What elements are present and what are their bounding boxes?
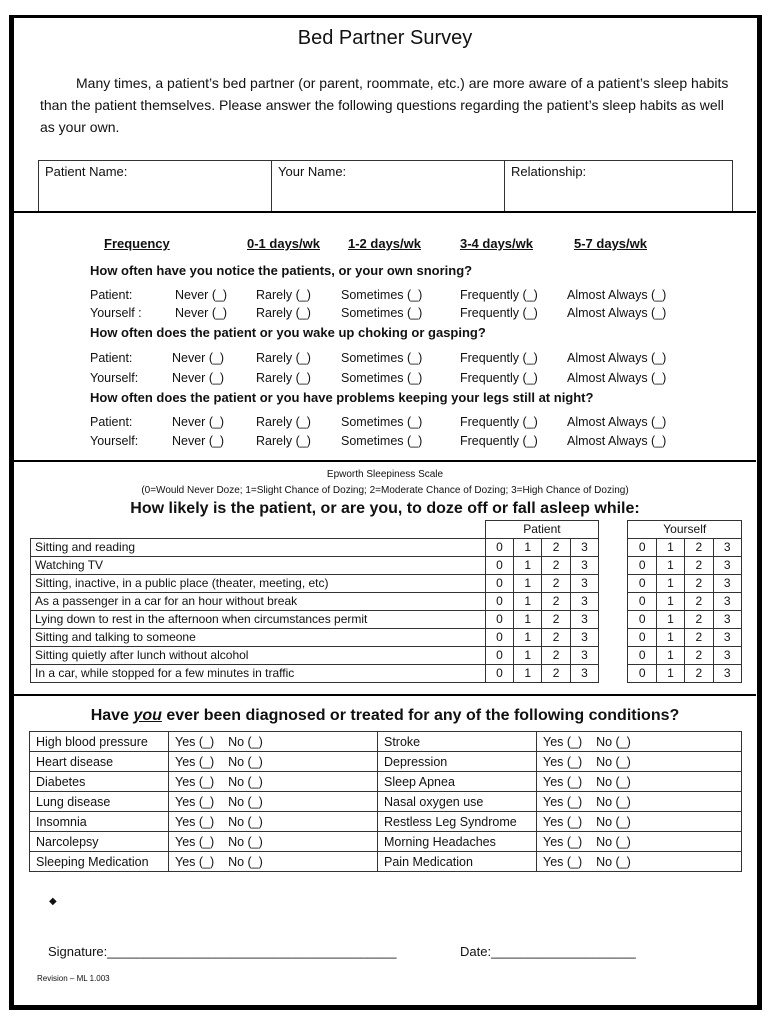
option-sometimes[interactable]: Sometimes (_) (341, 288, 423, 302)
option-almost-always[interactable]: Almost Always (_) (567, 371, 667, 385)
epworth-item: Watching TV (31, 557, 486, 575)
score-1[interactable]: 1 (514, 665, 542, 683)
epworth-item: Sitting and talking to someone (31, 629, 486, 647)
score-1[interactable]: 1 (656, 557, 684, 575)
epworth-legend: (0=Would Never Doze; 1=Slight Chance of Dozing; 2=Moderate Chance of Dozing; 3=High Chance of Dozing) (141, 485, 629, 496)
score-0[interactable]: 0 (485, 575, 513, 593)
yes-no-choice[interactable]: Yes (_) No (_) (537, 752, 742, 772)
table-row (31, 575, 742, 593)
row-label: Patient: (90, 351, 133, 365)
table-row (30, 772, 742, 792)
score-3[interactable]: 3 (713, 629, 741, 647)
epworth-item: Sitting, inactive, in a public place (theater, meeting, etc) (31, 575, 486, 593)
score-3[interactable]: 3 (570, 593, 598, 611)
yes-no-choice[interactable]: Yes (_) No (_) (537, 832, 742, 852)
score-1[interactable]: 1 (514, 593, 542, 611)
intro-paragraph: Many times, a patient’s bed partner (or parent, roommate, etc.) are more aware of a patient’s sleep habits than the patient themselves. Please answer the following questions regarding the patient’s sleep habits as well as your own. (40, 75, 729, 135)
score-1[interactable]: 1 (514, 575, 542, 593)
score-2[interactable]: 2 (685, 539, 713, 557)
score-1[interactable]: 1 (514, 647, 542, 665)
option-rarely[interactable]: Rarely (_) (256, 351, 311, 365)
score-2[interactable]: 2 (685, 629, 713, 647)
yes-no-choice[interactable]: Yes (_) No (_) (169, 832, 378, 852)
epworth-heading: How likely is the patient, or are you, to doze off or fall asleep while: (130, 500, 640, 517)
score-3[interactable]: 3 (713, 539, 741, 557)
table-row (31, 665, 742, 683)
yes-no-choice[interactable]: Yes (_) No (_) (537, 852, 742, 872)
option-sometimes[interactable]: Sometimes (_) (341, 306, 423, 320)
score-1[interactable]: 1 (656, 665, 684, 683)
option-sometimes[interactable]: Sometimes (_) (341, 351, 423, 365)
score-2[interactable]: 2 (542, 647, 570, 665)
condition-label: Nasal oxygen use (378, 792, 537, 812)
condition-label: Sleeping Medication (30, 852, 169, 872)
condition-label: High blood pressure (30, 732, 169, 752)
condition-label: Lung disease (30, 792, 169, 812)
score-1[interactable]: 1 (656, 647, 684, 665)
score-3[interactable]: 3 (570, 575, 598, 593)
yes-no-choice[interactable]: Yes (_) No (_) (169, 852, 378, 872)
score-2[interactable]: 2 (542, 629, 570, 647)
score-2[interactable]: 2 (685, 593, 713, 611)
row-label: Patient: (90, 415, 133, 429)
option-rarely[interactable]: Rarely (_) (256, 371, 311, 385)
epworth-item: Lying down to rest in the afternoon when circumstances permit (31, 611, 486, 629)
score-3[interactable]: 3 (570, 539, 598, 557)
divider (14, 211, 756, 213)
page-title: Bed Partner Survey (297, 27, 473, 49)
score-2[interactable]: 2 (542, 557, 570, 575)
frequency-label: Frequency (104, 236, 170, 251)
score-0[interactable]: 0 (485, 539, 513, 557)
option-never[interactable]: Never (_) (172, 351, 225, 365)
yes-no-choice[interactable]: Yes (_) No (_) (169, 812, 378, 832)
option-frequently[interactable]: Frequently (_) (460, 288, 538, 302)
condition-label: Sleep Apnea (378, 772, 537, 792)
score-3[interactable]: 3 (570, 647, 598, 665)
condition-label: Insomnia (30, 812, 169, 832)
yourself-column-header: Yourself (628, 521, 742, 539)
table-row (31, 539, 742, 557)
table-row (31, 557, 742, 575)
epworth-item: As a passenger in a car for an hour without break (31, 593, 486, 611)
epworth-table (30, 520, 742, 683)
score-0[interactable]: 0 (628, 647, 656, 665)
condition-label: Pain Medication (378, 852, 537, 872)
score-3[interactable]: 3 (713, 665, 741, 683)
revision-label: Revision – ML 1.003 (37, 974, 110, 983)
score-1[interactable]: 1 (656, 611, 684, 629)
row-label: Patient: (90, 288, 133, 302)
conditions-table (29, 731, 742, 872)
score-0[interactable]: 0 (485, 593, 513, 611)
option-almost-always[interactable]: Almost Always (_) (567, 288, 667, 302)
option-frequently[interactable]: Frequently (_) (460, 371, 538, 385)
score-1[interactable]: 1 (514, 611, 542, 629)
yes-no-choice[interactable]: Yes (_) No (_) (169, 752, 378, 772)
question-snoring: How often have you notice the patients, or your own snoring? (90, 263, 473, 278)
table-row (30, 852, 742, 872)
patient-column-header: Patient (485, 521, 598, 539)
option-never[interactable]: Never (_) (172, 415, 225, 429)
score-2[interactable]: 2 (685, 557, 713, 575)
score-2[interactable]: 2 (685, 647, 713, 665)
score-1[interactable]: 1 (514, 539, 542, 557)
score-3[interactable]: 3 (570, 629, 598, 647)
table-row (30, 812, 742, 832)
score-0[interactable]: 0 (628, 593, 656, 611)
score-0[interactable]: 0 (628, 539, 656, 557)
option-rarely[interactable]: Rarely (_) (256, 415, 311, 429)
option-never[interactable]: Never (_) (172, 371, 225, 385)
epworth-item: Sitting and reading (31, 539, 486, 557)
option-rarely[interactable]: Rarely (_) (256, 434, 311, 448)
option-almost-always[interactable]: Almost Always (_) (567, 434, 667, 448)
option-almost-always[interactable]: Almost Always (_) (567, 306, 667, 320)
option-frequently[interactable]: Frequently (_) (460, 306, 538, 320)
option-never[interactable]: Never (_) (172, 434, 225, 448)
score-0[interactable]: 0 (485, 665, 513, 683)
bullet-icon: ◆ (49, 896, 57, 907)
score-3[interactable]: 3 (713, 611, 741, 629)
condition-label: Diabetes (30, 772, 169, 792)
score-3[interactable]: 3 (570, 557, 598, 575)
yes-no-choice[interactable]: Yes (_) No (_) (537, 812, 742, 832)
yes-no-choice[interactable]: Yes (_) No (_) (169, 792, 378, 812)
option-sometimes[interactable]: Sometimes (_) (341, 371, 423, 385)
score-3[interactable]: 3 (570, 611, 598, 629)
score-3[interactable]: 3 (713, 593, 741, 611)
question-legs: How often does the patient or you have problems keeping your legs still at night? (90, 390, 594, 405)
relationship-field[interactable]: Relationship: (505, 161, 733, 212)
table-row (31, 611, 742, 629)
row-label: Yourself: (90, 371, 139, 385)
frequency-3-4: 3-4 days/wk (460, 236, 533, 251)
score-1[interactable]: 1 (514, 557, 542, 575)
option-almost-always[interactable]: Almost Always (_) (567, 351, 667, 365)
table-row (31, 629, 742, 647)
yes-no-choice[interactable]: Yes (_) No (_) (169, 772, 378, 792)
row-label: Yourself : (90, 306, 142, 320)
option-rarely[interactable]: Rarely (_) (256, 306, 311, 320)
option-never[interactable]: Never (_) (175, 288, 228, 302)
patient-name-field[interactable]: Patient Name: (39, 161, 272, 212)
option-sometimes[interactable]: Sometimes (_) (341, 415, 423, 429)
table-row (31, 593, 742, 611)
score-1[interactable]: 1 (656, 629, 684, 647)
score-0[interactable]: 0 (485, 611, 513, 629)
condition-label: Stroke (378, 732, 537, 752)
score-0[interactable]: 0 (628, 557, 656, 575)
condition-label: Narcolepsy (30, 832, 169, 852)
score-0[interactable]: 0 (628, 611, 656, 629)
option-almost-always[interactable]: Almost Always (_) (567, 415, 667, 429)
table-row (31, 647, 742, 665)
option-frequently[interactable]: Frequently (_) (460, 351, 538, 365)
score-2[interactable]: 2 (685, 575, 713, 593)
option-never[interactable]: Never (_) (175, 306, 228, 320)
score-0[interactable]: 0 (628, 665, 656, 683)
yes-no-choice[interactable]: Yes (_) No (_) (169, 732, 378, 752)
epworth-item: Sitting quietly after lunch without alcohol (31, 647, 486, 665)
row-label: Yourself: (90, 434, 139, 448)
score-2[interactable]: 2 (542, 539, 570, 557)
condition-label: Depression (378, 752, 537, 772)
score-0[interactable]: 0 (485, 557, 513, 575)
score-1[interactable]: 1 (656, 593, 684, 611)
score-2[interactable]: 2 (685, 611, 713, 629)
score-2[interactable]: 2 (685, 665, 713, 683)
score-3[interactable]: 3 (570, 665, 598, 683)
option-rarely[interactable]: Rarely (_) (256, 288, 311, 302)
yes-no-choice[interactable]: Yes (_) No (_) (537, 792, 742, 812)
divider (14, 460, 756, 462)
frequency-5-7: 5-7 days/wk (574, 236, 647, 251)
score-1[interactable]: 1 (514, 629, 542, 647)
score-3[interactable]: 3 (713, 575, 741, 593)
option-frequently[interactable]: Frequently (_) (460, 415, 538, 429)
score-3[interactable]: 3 (713, 647, 741, 665)
epworth-item: In a car, while stopped for a few minutes in traffic (31, 665, 486, 683)
epworth-title: Epworth Sleepiness Scale (326, 469, 444, 480)
score-2[interactable]: 2 (542, 611, 570, 629)
score-0[interactable]: 0 (485, 629, 513, 647)
score-1[interactable]: 1 (656, 575, 684, 593)
score-2[interactable]: 2 (542, 665, 570, 683)
signature-line[interactable]: Signature:________________________________________ (48, 944, 397, 959)
score-2[interactable]: 2 (542, 593, 570, 611)
your-name-field[interactable]: Your Name: (272, 161, 505, 212)
score-1[interactable]: 1 (656, 539, 684, 557)
option-frequently[interactable]: Frequently (_) (460, 434, 538, 448)
frequency-0-1: 0-1 days/wk (247, 236, 320, 251)
option-sometimes[interactable]: Sometimes (_) (341, 434, 423, 448)
score-0[interactable]: 0 (628, 575, 656, 593)
condition-label: Morning Headaches (378, 832, 537, 852)
table-row (30, 732, 742, 752)
conditions-heading: Have you ever been diagnosed or treated for any of the following conditions? (90, 707, 680, 724)
condition-label: Heart disease (30, 752, 169, 772)
yes-no-choice[interactable]: Yes (_) No (_) (537, 732, 742, 752)
score-0[interactable]: 0 (485, 647, 513, 665)
divider (14, 694, 756, 696)
condition-label: Restless Leg Syndrome (378, 812, 537, 832)
yes-no-choice[interactable]: Yes (_) No (_) (537, 772, 742, 792)
score-2[interactable]: 2 (542, 575, 570, 593)
names-table (38, 160, 733, 212)
date-line[interactable]: Date:____________________ (460, 944, 636, 959)
table-row (30, 752, 742, 772)
table-row (30, 832, 742, 852)
frequency-1-2: 1-2 days/wk (348, 236, 421, 251)
question-choking: How often does the patient or you wake up choking or gasping? (90, 325, 486, 340)
table-row (30, 792, 742, 812)
score-0[interactable]: 0 (628, 629, 656, 647)
score-3[interactable]: 3 (713, 557, 741, 575)
